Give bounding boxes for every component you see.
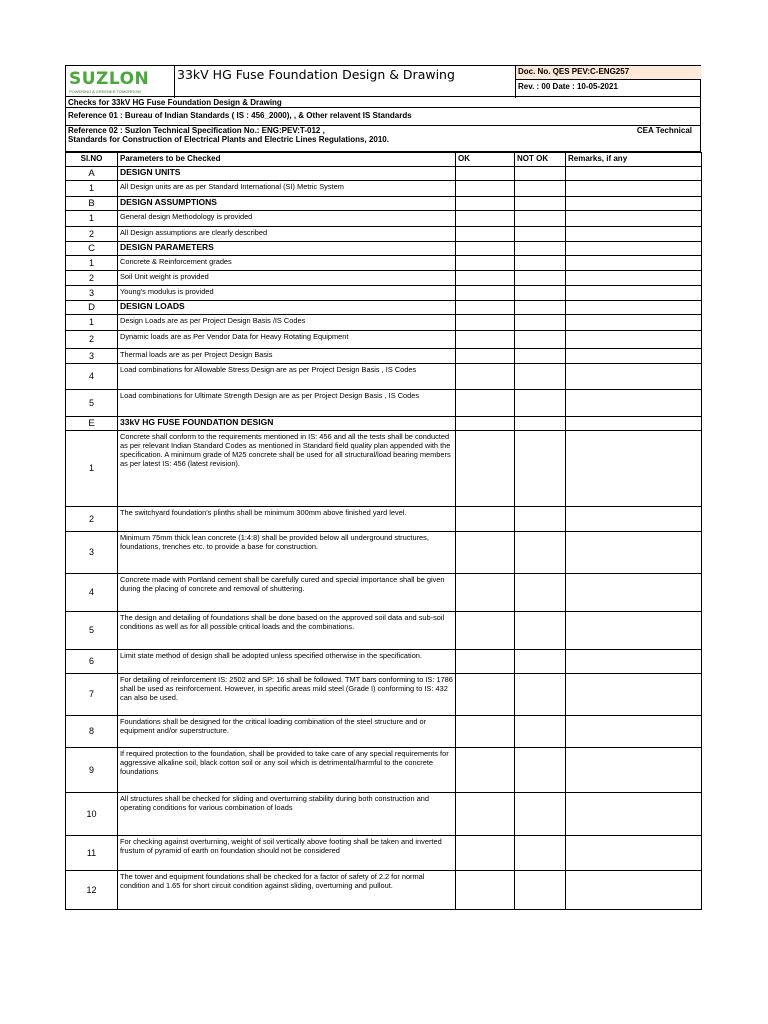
parameter-cell: Foundations shall be designed for the critical loading combination of the steel structure and or equipment and/or superstructure. [118,716,456,748]
parameter-cell: For detailing of reinforcement IS: 2502 and SP: 16 shall be followed. TMT bars conforming to IS: 1786 shall be used as reinforcement. However, in specific areas mild steel (Grade I) conforming to IS: 432 can also be used. [118,674,456,716]
ok-cell[interactable] [456,674,515,716]
table-row [66,612,702,650]
checklist-table [65,152,702,910]
sl-no-cell: 1 [66,181,118,197]
not-ok-cell[interactable] [515,349,566,364]
sl-no-cell: B [66,197,118,211]
remarks-cell[interactable] [566,748,702,793]
remarks-cell[interactable] [566,286,702,301]
remarks-cell[interactable] [566,211,702,227]
sl-no-cell: D [66,301,118,315]
sl-no-cell: 7 [66,674,118,716]
parameter-cell: Concrete & Reinforcement grades [118,256,456,271]
remarks-cell[interactable] [566,716,702,748]
not-ok-cell[interactable] [515,227,566,242]
not-ok-cell[interactable] [515,315,566,331]
sl-no-cell: 3 [66,532,118,574]
ok-cell[interactable] [456,349,515,364]
ok-cell[interactable] [456,242,515,256]
not-ok-cell[interactable] [515,836,566,871]
doc-number: Doc. No. QES PEV:C-ENG257 [516,66,701,80]
remarks-cell[interactable] [566,390,702,417]
col-not-ok: NOT OK [515,153,566,167]
parameter-cell: The switchyard foundation's plinths shall be minimum 300mm above finished yard level. [118,507,456,532]
not-ok-cell[interactable] [515,256,566,271]
sl-no-cell: 3 [66,286,118,301]
ok-cell[interactable] [456,364,515,390]
remarks-cell[interactable] [566,417,702,431]
table-row [66,431,702,507]
not-ok-cell[interactable] [515,271,566,286]
parameter-cell: Load combinations for Ultimate Strength Design are as per Project Design Basis , IS Codes [118,390,456,417]
sl-no-cell: 12 [66,871,118,910]
not-ok-cell[interactable] [515,793,566,836]
ok-cell[interactable] [456,197,515,211]
not-ok-cell[interactable] [515,650,566,674]
ok-cell[interactable] [456,748,515,793]
ok-cell[interactable] [456,836,515,871]
table-row [66,390,702,417]
parameter-cell: Minimum 75mm thick lean concrete (1:4:8) shall be provided below all underground structures, foundations, trenches etc. to provide a base for construction. [118,532,456,574]
sl-no-cell: C [66,242,118,256]
ok-cell[interactable] [456,301,515,315]
table-row [66,836,702,871]
remarks-cell[interactable] [566,871,702,910]
ok-cell[interactable] [456,612,515,650]
remarks-cell[interactable] [566,301,702,315]
sl-no-cell: 9 [66,748,118,793]
not-ok-cell[interactable] [515,612,566,650]
remarks-cell[interactable] [566,532,702,574]
remarks-cell[interactable] [566,349,702,364]
ok-cell[interactable] [456,315,515,331]
sl-no-cell: E [66,417,118,431]
sl-no-cell: 1 [66,431,118,507]
section-row [66,242,702,256]
sl-no-cell: 1 [66,315,118,331]
sl-no-cell: 2 [66,331,118,349]
parameter-cell: General design Methodology is provided [118,211,456,227]
parameter-cell: For checking against overturning, weight of soil vertically above footing shall be taken and inverted frustum of pyramid of earth on foundation should not be considered [118,836,456,871]
ok-cell[interactable] [456,507,515,532]
ok-cell[interactable] [456,286,515,301]
ok-cell[interactable] [456,331,515,349]
not-ok-cell[interactable] [515,674,566,716]
remarks-cell[interactable] [566,650,702,674]
reference-02-cea: CEA Technical [636,126,692,135]
table-row [66,650,702,674]
not-ok-cell[interactable] [515,871,566,910]
sl-no-cell: 10 [66,793,118,836]
ok-cell[interactable] [456,227,515,242]
remarks-cell[interactable] [566,431,702,507]
parameter-cell: All structures shall be checked for sliding and overturning stability during both construction and operating conditions for various combination of loads [118,793,456,836]
section-row [66,417,702,431]
table-row [66,227,702,242]
table-header-row [66,153,702,167]
remarks-cell[interactable] [566,181,702,197]
remarks-cell[interactable] [566,331,702,349]
not-ok-cell[interactable] [515,331,566,349]
section-row [66,301,702,315]
parameter-cell: Concrete shall conform to the requirements mentioned in IS: 456 and all the tests shall be conducted as per relevant Indian Standard Codes as mentioned in Standard field quality plan appended with the specification. A minimum grade of M25 concrete shall be used for all structural/load bearing members as per latest IS: 456 (latest revision). [118,431,456,507]
not-ok-cell[interactable] [515,211,566,227]
logo-tagline: POWERING A GREENER TOMORROW [69,89,142,94]
not-ok-cell[interactable] [515,417,566,431]
sl-no-cell: 1 [66,256,118,271]
sl-no-cell: 4 [66,574,118,612]
table-row [66,315,702,331]
sl-no-cell: 5 [66,612,118,650]
document-title: 33kV HG Fuse Foundation Design & Drawing [174,66,516,98]
ok-cell[interactable] [456,650,515,674]
reference-02-text: Reference 02 : Suzlon Technical Specification No.: ENG:PEV:T-012 , [68,126,325,135]
table-row [66,507,702,532]
remarks-cell[interactable] [566,167,702,181]
not-ok-cell[interactable] [515,197,566,211]
revision-date: Rev. : 00 Date : 10-05-2021 [518,82,618,91]
table-row [66,331,702,349]
ok-cell[interactable] [456,716,515,748]
document-header [65,65,701,97]
parameter-cell: Load combinations for Allowable Stress Design are as per Project Design Basis , IS Codes [118,364,456,390]
ok-cell[interactable] [456,532,515,574]
not-ok-cell[interactable] [515,181,566,197]
not-ok-cell[interactable] [515,167,566,181]
section-title: DESIGN ASSUMPTIONS [118,197,456,211]
table-row [66,271,702,286]
sl-no-cell: 2 [66,271,118,286]
table-row [66,674,702,716]
section-row [66,197,702,211]
table-row [66,716,702,748]
sl-no-cell: 2 [66,507,118,532]
checks-line: Checks for 33kV HG Fuse Foundation Design & Drawing [65,97,701,108]
section-title: DESIGN PARAMETERS [118,242,456,256]
ok-cell[interactable] [456,431,515,507]
not-ok-cell[interactable] [515,431,566,507]
col-sl-no: Sl.NO [66,153,118,167]
sl-no-cell: 6 [66,650,118,674]
ok-cell[interactable] [456,390,515,417]
ok-cell[interactable] [456,167,515,181]
not-ok-cell[interactable] [515,286,566,301]
col-ok: OK [456,153,515,167]
remarks-cell[interactable] [566,793,702,836]
not-ok-cell[interactable] [515,748,566,793]
parameter-cell: If required protection to the foundation, shall be provided to take care of any special requirements for aggressive alkaline soil, black cotton soil or any soil which is detrimental/harmful to the concrete foundations [118,748,456,793]
logo-wordmark: SUZLON [69,69,150,89]
reference-02-standards: Standards for Construction of Electrical Plants and Electric Lines Regulations, 2010. [68,135,389,144]
table-row [66,364,702,390]
parameter-cell: The tower and equipment foundations shall be checked for a factor of safety of 2.2 for normal condition and 1.65 for short circuit condition against sliding, overturning and pullout. [118,871,456,910]
table-row [66,871,702,910]
remarks-cell[interactable] [566,574,702,612]
section-title: DESIGN UNITS [118,167,456,181]
parameter-cell: All Design units are as per Standard International (SI) Metric System [118,181,456,197]
table-row [66,256,702,271]
parameter-cell: Limit state method of design shall be adopted unless specified otherwise in the specification. [118,650,456,674]
table-row [66,574,702,612]
table-row [66,349,702,364]
parameter-cell: Concrete made with Portland cement shall be carefully cured and special importance shall be given during the placing of concrete and removal of shuttering. [118,574,456,612]
remarks-cell[interactable] [566,197,702,211]
section-title: 33kV HG FUSE FOUNDATION DESIGN [118,417,456,431]
not-ok-cell[interactable] [515,390,566,417]
sl-no-cell: 4 [66,364,118,390]
parameter-cell: Dynamic loads are as Per Vendor Data for Heavy Rotating Equipment [118,331,456,349]
parameter-cell: Young's modulus is provided [118,286,456,301]
table-row [66,286,702,301]
not-ok-cell[interactable] [515,716,566,748]
checklist-sheet [65,65,701,910]
parameter-cell: Soil Unit weight is provided [118,271,456,286]
remarks-cell[interactable] [566,612,702,650]
section-row [66,167,702,181]
table-row [66,181,702,197]
not-ok-cell[interactable] [515,532,566,574]
sl-no-cell: 2 [66,227,118,242]
document-meta [515,66,701,98]
ok-cell[interactable] [456,574,515,612]
sl-no-cell: 11 [66,836,118,871]
table-row [66,211,702,227]
ok-cell[interactable] [456,211,515,227]
not-ok-cell[interactable] [515,507,566,532]
parameter-cell: All Design assumptions are clearly described [118,227,456,242]
sl-no-cell: 1 [66,211,118,227]
not-ok-cell[interactable] [515,364,566,390]
ok-cell[interactable] [456,417,515,431]
remarks-cell[interactable] [566,271,702,286]
sl-no-cell: 3 [66,349,118,364]
table-row [66,748,702,793]
reference-01: Reference 01 : Bureau of Indian Standards ( IS : 456_2000), , & Other relavent IS Standards [65,108,701,126]
ok-cell[interactable] [456,181,515,197]
parameter-cell: Thermal loads are as per Project Design Basis [118,349,456,364]
not-ok-cell[interactable] [515,242,566,256]
remarks-cell[interactable] [566,227,702,242]
sl-no-cell: 5 [66,390,118,417]
col-parameters: Parameters to be Checked [118,153,456,167]
not-ok-cell[interactable] [515,574,566,612]
remarks-cell[interactable] [566,507,702,532]
suzlon-logo [66,66,150,98]
parameter-cell: The design and detailing of foundations shall be done based on the approved soil data and sub-soil conditions as well as for all possible critical loads and the combinations. [118,612,456,650]
remarks-cell[interactable] [566,836,702,871]
ok-cell[interactable] [456,793,515,836]
parameter-cell: Design Loads are as per Project Design Basis /IS Codes [118,315,456,331]
remarks-cell[interactable] [566,364,702,390]
remarks-cell[interactable] [566,674,702,716]
ok-cell[interactable] [456,871,515,910]
ok-cell[interactable] [456,256,515,271]
remarks-cell[interactable] [566,256,702,271]
section-title: DESIGN LOADS [118,301,456,315]
table-row [66,532,702,574]
reference-02 [65,126,701,152]
ok-cell[interactable] [456,271,515,286]
col-remarks: Remarks, if any [566,153,702,167]
remarks-cell[interactable] [566,242,702,256]
remarks-cell[interactable] [566,315,702,331]
sl-no-cell: 8 [66,716,118,748]
table-row [66,793,702,836]
sl-no-cell: A [66,167,118,181]
not-ok-cell[interactable] [515,301,566,315]
